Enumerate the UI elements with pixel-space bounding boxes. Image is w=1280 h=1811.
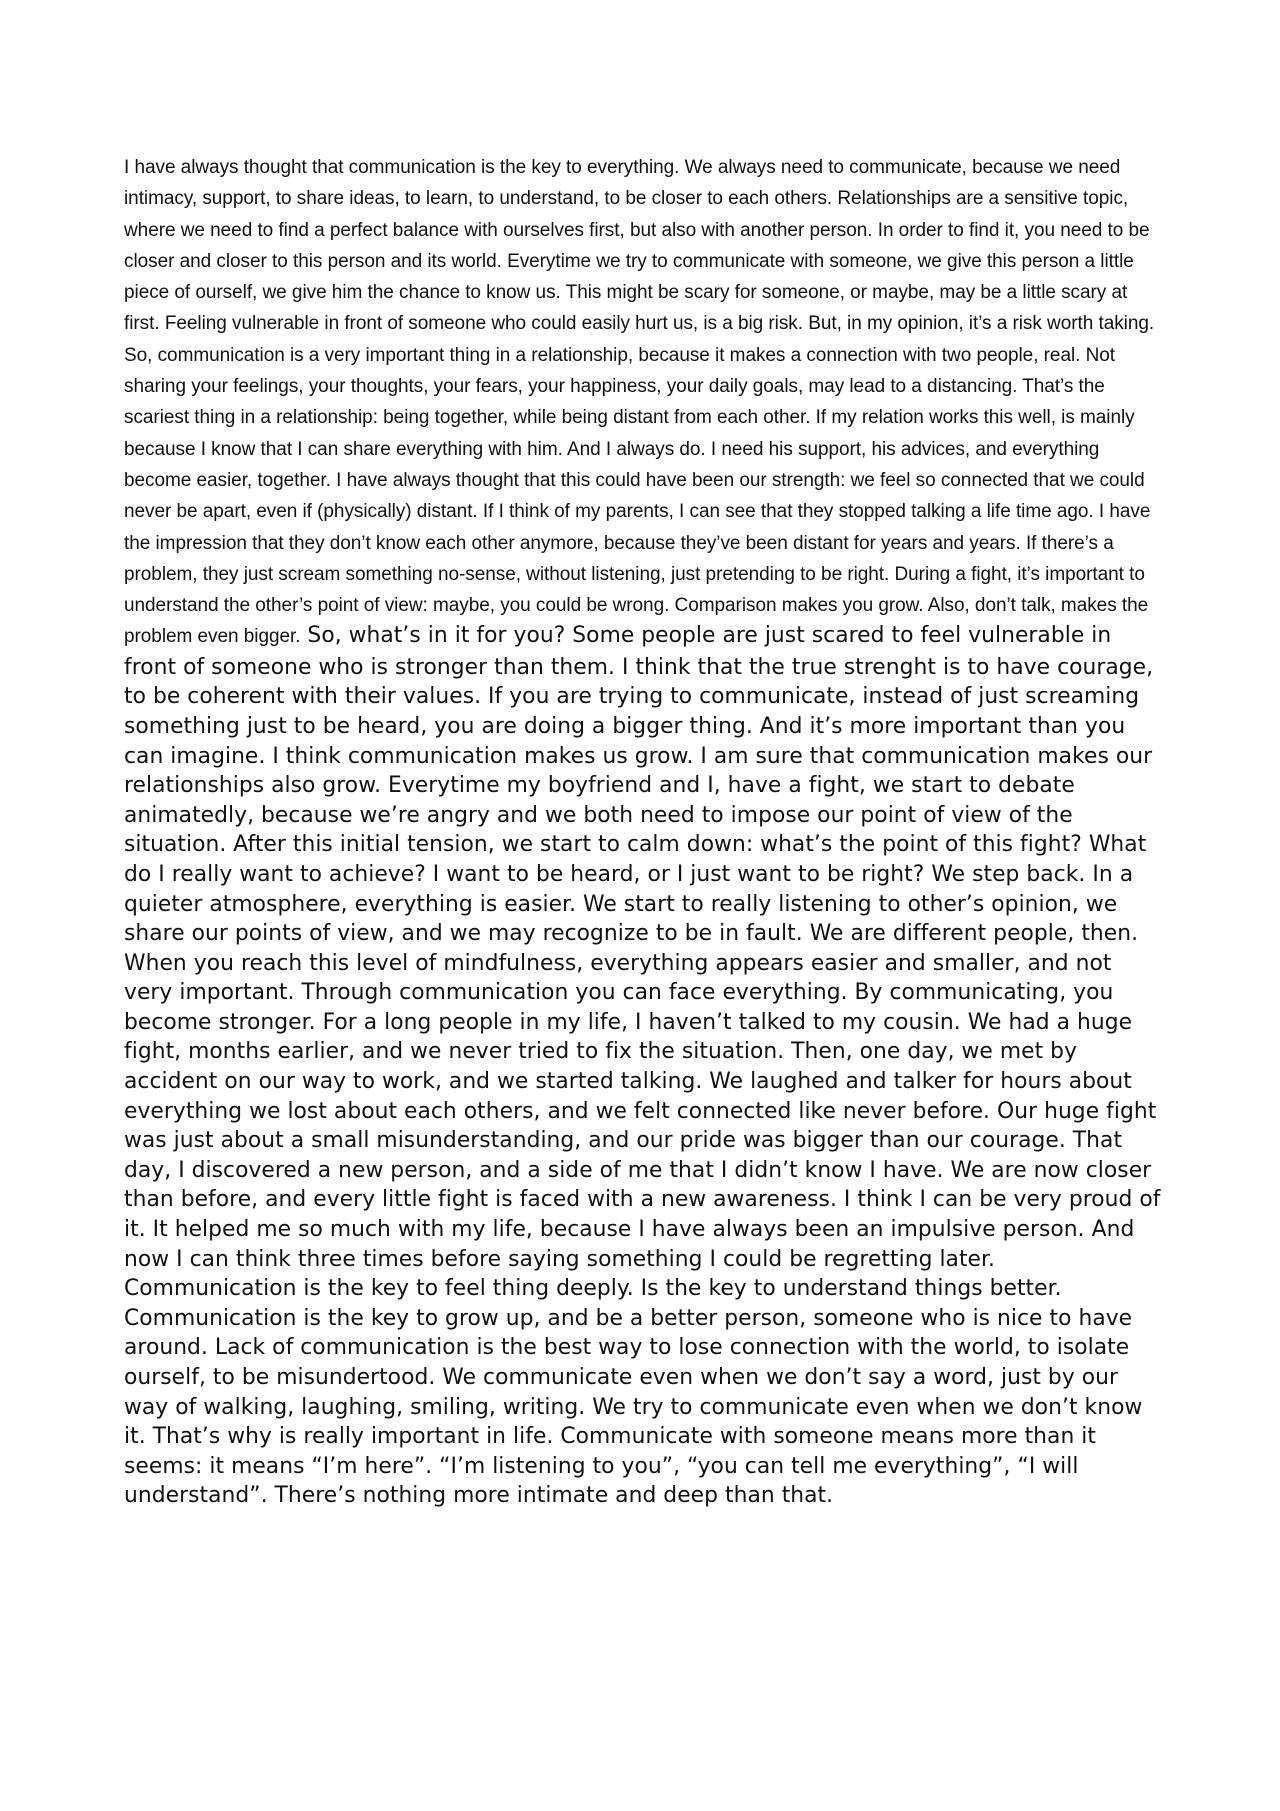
essay-text-part-a: I have always thought that communication is the key to everything. We always need to communicate, because we need intimacy, support, to share ideas, to learn, to understand, to be closer to each others. Relationships are a sensitive topic, where we need to find a perfect balance with ourselves first, but also with another person. In order to find it, you need to be closer and closer to this person and its world. Everytime we try to communicate with someone, we give this person a little piece of ourself, we give him the chance to know us. This might be scary for someone, or maybe, may be a little scary at first. Feeling vulnerable in front of someone who could easily hurt us, is a big risk. But, in my opinion, it’s a risk worth taking. So, communication is a very important thing in a relationship, because it makes a connection with two people, real. Not sharing your feelings, your thoughts, your fears, your happiness, your daily goals, may lead to a distancing. That’s the scariest thing in a relationship: being together, while being distant from each other. If my relation works this well, is mainly because I know that I can share everything with him. And I always do. I need his support, his advices, and everything become easier, together. I have always thought that this could have been our strength: we feel so connected that we could never be apart, even if (physically) distant. If I think of my parents, I can see that they stopped talking a life time ago. I have the impression that they don’t know each other anymore, because they’ve been distant for years and years. If there’s a problem, they just scream something no-sense, without listening, just pretending to be right. During a fight, it’s important to understand the other’s point of view: maybe, you could be wrong. Comparison makes you grow. Also, don’t talk, makes the problem even bigger. [124, 157, 1155, 648]
essay-text-part-b: So, what’s in it for you? Some people are just scared to feel vulnerable in front of someone who is stronger than them. I think that the true strenght is to have courage, to be coherent with their values. If you are trying to communicate, instead of just screaming something just to be heard, you are doing a bigger thing. And it’s more important than you can imagine. I think communication makes us grow. I am sure that communication makes our relationships also grow. Everytime my boyfriend and I, have a fight, we start to debate animatedly, because we’re angry and we both need to impose our point of view of the situation. After this initial tension, we start to calm down: what’s the point of this fight? What do I really want to achieve? I want to be heard, or I just want to be right? We step back. In a quieter atmosphere, everything is easier. We start to really listening to other’s opinion, we share our points of view, and we may recognize to be in fault. We are different people, then. When you reach this level of mindfulness, everything appears easier and smaller, and not very important. Through communication you can face everything. By communicating, you become stronger. For a long people in my life, I haven’t talked to my cousin. We had a huge fight, months earlier, and we never tried to fix the situation. Then, one day, we met by accident on our way to work, and we started talking. We laughed and talker for hours about everything we lost about each others, and we felt connected like never before. Our huge fight was just about a small misunderstanding, and our pride was bigger than our courage. That day, I discovered a new person, and a side of me that I didn’t know I have. We are now closer than before, and every little fight is faced with a new awareness. I think I can be very proud of it. It helped me so much with my life, because I have always been an impulsive person. And now I can think three times before saying something I could be regretting later. Communication is the key to feel thing deeply. Is the key to understand things better. Communication is the key to grow up, and be a better person, someone who is nice to have around. Lack of communication is the best way to lose connection with the world, to isolate ourself, to be misundertood. We communicate even when we don’t say a word, just by our way of walking, laughing, smiling, writing. We try to communicate even when we don’t know it. That’s why is really important in life. Communicate with someone means more than it seems: it means “I’m here”. “I’m listening to you”, “you can tell me everything”, “I will understand”. There’s nothing more intimate and deep than that. [124, 623, 1161, 1509]
document-body [124, 152, 1166, 1511]
essay-paragraph [124, 152, 1166, 1511]
